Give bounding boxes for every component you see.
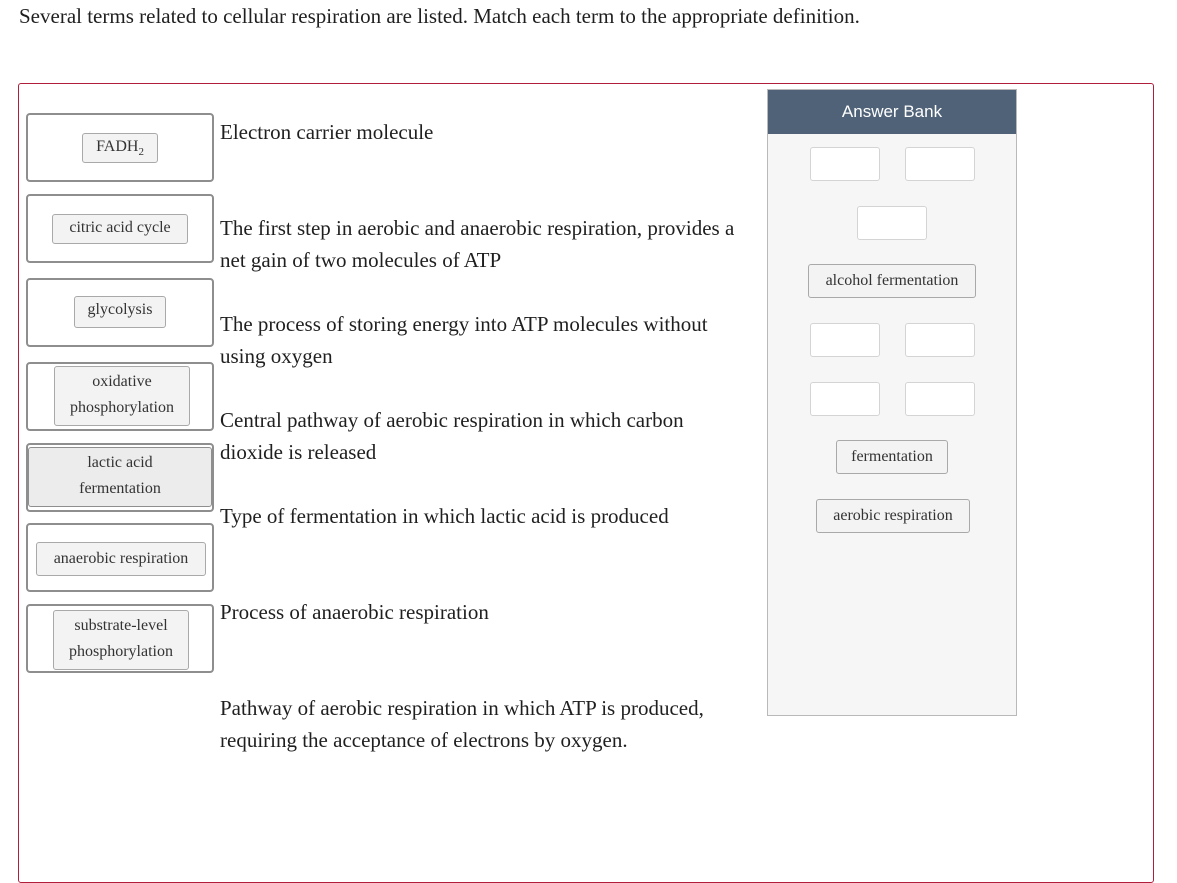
term-token-substrate-level-phosphorylation-line1: substrate-level <box>74 617 168 634</box>
definition-7 <box>220 692 704 756</box>
definition-4-line1: Central pathway of aerobic respiration in which carbon <box>220 408 684 432</box>
definition-4 <box>220 404 684 468</box>
definition-2 <box>220 212 734 276</box>
definition-1 <box>220 116 433 148</box>
drop-zone-4[interactable] <box>26 362 214 431</box>
answer-bank[interactable] <box>767 89 1017 716</box>
bank-token-fermentation[interactable]: fermentation <box>836 440 948 474</box>
term-token-fadh2[interactable] <box>82 133 158 163</box>
definition-3 <box>220 308 708 372</box>
term-token-oxidative-phosphorylation-line2: phosphorylation <box>70 399 174 416</box>
term-token-fadh2-main: FADH <box>96 138 139 155</box>
definition-5 <box>220 500 669 532</box>
bank-empty-slot <box>810 382 880 416</box>
term-token-lactic-acid-fermentation-line1: lactic acid <box>87 454 153 471</box>
bank-token-alcohol-fermentation[interactable]: alcohol fermentation <box>808 264 976 298</box>
definition-5-line1: Type of fermentation in which lactic acid is produced <box>220 504 669 528</box>
drop-zone-6[interactable] <box>26 523 214 592</box>
drop-zone-3[interactable] <box>26 278 214 347</box>
drop-zone-5[interactable] <box>26 443 214 512</box>
definition-3-line2: using oxygen <box>220 344 333 368</box>
bank-empty-slot <box>905 147 975 181</box>
answer-bank-title: Answer Bank <box>768 90 1016 134</box>
definition-2-line2: net gain of two molecules of ATP <box>220 248 502 272</box>
term-token-citric-acid-cycle[interactable]: citric acid cycle <box>52 214 188 244</box>
term-token-oxidative-phosphorylation-line1: oxidative <box>92 373 152 390</box>
bank-empty-slot <box>905 323 975 357</box>
term-token-substrate-level-phosphorylation[interactable] <box>53 610 189 670</box>
term-token-lactic-acid-fermentation-line2: fermentation <box>79 480 161 497</box>
definition-7-line1: Pathway of aerobic respiration in which ATP is produced, <box>220 696 704 720</box>
term-token-anaerobic-respiration[interactable]: anaerobic respiration <box>36 542 206 576</box>
drop-zone-7[interactable] <box>26 604 214 673</box>
definition-3-line1: The process of storing energy into ATP molecules without <box>220 312 708 336</box>
definition-2-line1: The first step in aerobic and anaerobic respiration, provides a <box>220 216 735 240</box>
term-token-substrate-level-phosphorylation-line2: phosphorylation <box>69 643 173 660</box>
definition-6 <box>220 596 489 628</box>
definition-7-line2: requiring the acceptance of electrons by oxygen. <box>220 728 628 752</box>
term-token-lactic-acid-fermentation[interactable] <box>28 447 212 507</box>
definition-4-line2: dioxide is released <box>220 440 377 464</box>
bank-empty-slot <box>857 206 927 240</box>
term-token-oxidative-phosphorylation[interactable] <box>54 366 190 426</box>
instructions-text: Several terms related to cellular respiration are listed. Match each term to the appropriate definition. <box>19 4 860 28</box>
bank-token-aerobic-respiration[interactable]: aerobic respiration <box>816 499 970 533</box>
drop-zone-2[interactable] <box>26 194 214 263</box>
definition-6-line1: Process of anaerobic respiration <box>220 600 489 624</box>
term-token-fadh2-subscript: 2 <box>138 146 144 158</box>
bank-empty-slot <box>810 147 880 181</box>
drop-zone-1[interactable] <box>26 113 214 182</box>
term-token-glycolysis[interactable]: glycolysis <box>74 296 166 328</box>
definition-1-line1: Electron carrier molecule <box>220 120 434 144</box>
bank-empty-slot <box>810 323 880 357</box>
bank-empty-slot <box>905 382 975 416</box>
